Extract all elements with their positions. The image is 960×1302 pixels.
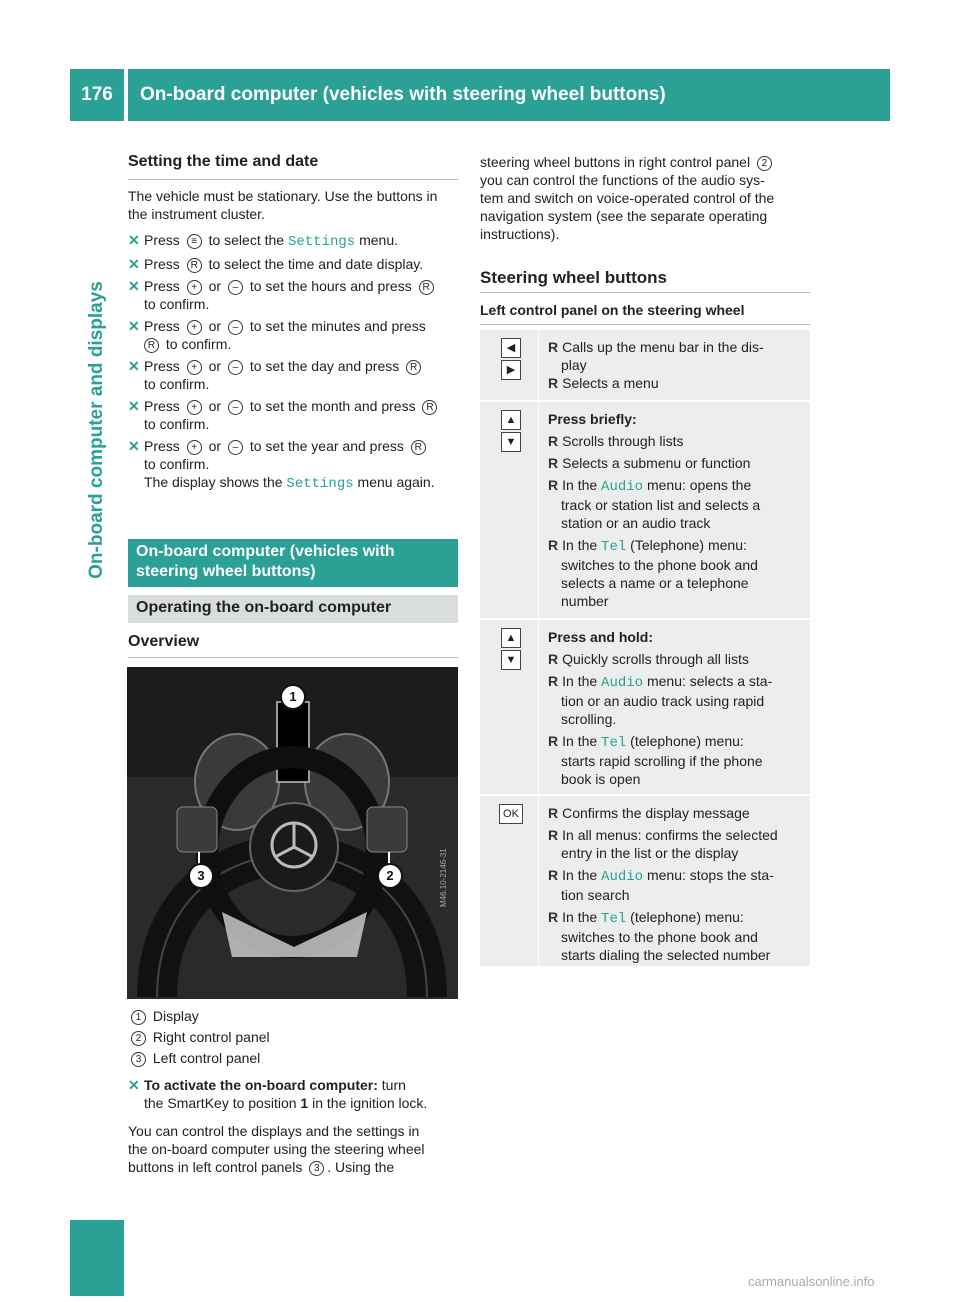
reset-button-icon: R [411, 440, 426, 455]
minus-button-icon: – [228, 440, 243, 455]
legend-item: 3 Left control panel [128, 1049, 460, 1067]
arrow-icon: ✕ [128, 318, 140, 334]
divider [128, 179, 458, 180]
arrow-icon: ✕ [128, 358, 140, 374]
side-color-block [70, 1220, 124, 1296]
continued-paragraph: steering wheel buttons in right control panel 2 you can control the functions of the audio sys- tem and switch on voice-operated control of the navigation system (see the separate operating instructions). [480, 154, 775, 242]
up-arrow-icon: ▲ [501, 628, 521, 648]
table-row: OK R Confirms the display message R In all menus: confirms the selected entry in the list or the display R In the Audio menu: stops the sta- tion search R In the Tel (telephone) menu: switches to the phone book and starts dialing the selected number [480, 796, 810, 966]
section-heading-onboard: On-board computer (vehicles with steering wheel buttons) [128, 539, 458, 587]
steps-list [128, 231, 464, 493]
minus-button-icon: – [228, 280, 243, 295]
legend-item: 1 Display [128, 1007, 460, 1025]
menu-button-icon: ≡ [187, 234, 202, 249]
activate-instruction: ✕ To activate the on-board computer: turn the SmartKey to position 1 in the ignition lock. [128, 1077, 428, 1111]
callout-2: 2 [377, 863, 403, 889]
minus-button-icon: – [228, 320, 243, 335]
reset-button-icon: R [422, 400, 437, 415]
section-heading-operating: Operating the on-board computer [128, 595, 458, 623]
left-arrow-icon: ◀ [501, 338, 521, 358]
arrow-icon: ✕ [128, 278, 140, 294]
step-1: ✕ Press ≡ to select the Settings menu. [128, 232, 398, 250]
arrow-icon: ✕ [128, 438, 140, 454]
down-arrow-icon: ▼ [501, 650, 521, 670]
down-arrow-icon: ▼ [501, 432, 521, 452]
plus-button-icon: + [187, 440, 202, 455]
steering-wheel-image [127, 667, 458, 999]
arrow-icon: ✕ [128, 232, 140, 248]
arrow-icon: ✕ [128, 1077, 140, 1093]
step-6: ✕ Press + or – to set the month and press R to confirm. [128, 397, 464, 433]
plus-button-icon: + [187, 400, 202, 415]
arrow-icon: ✕ [128, 256, 140, 272]
legend-list [128, 1007, 460, 1067]
plus-button-icon: + [187, 320, 202, 335]
heading-steering-buttons: Steering wheel buttons [480, 268, 668, 287]
page-title: On-board computer (vehicles with steering wheel buttons) [128, 69, 890, 121]
step-3: ✕ Press + or – to set the hours and press R to confirm. [128, 277, 464, 313]
section-side-label: On-board computer and displays [86, 281, 107, 579]
table-row: ▲ ▼ Press and hold: R Quickly scrolls through all lists R In the Audio menu: selects a sta- tion or an audio track using rapid scrolling. R In the Tel (telephone) menu: starts rapid scrolling if the phone book is open [480, 620, 810, 794]
plus-button-icon: + [187, 280, 202, 295]
steering-wheel-illustration [127, 667, 458, 999]
reset-button-icon: R [406, 360, 421, 375]
footer-watermark: carmanualsonline.info [748, 1274, 875, 1289]
step-4: ✕ Press + or – to set the minutes and press R to confirm. [128, 318, 426, 352]
page-number: 176 [70, 69, 124, 121]
callout-3: 3 [188, 863, 214, 889]
image-code: M46.10-2146-31 [439, 848, 448, 907]
reset-button-icon: R [187, 258, 202, 273]
legend-item: 2 Right control panel [128, 1028, 460, 1046]
arrow-icon: ✕ [128, 398, 140, 414]
right-arrow-icon: ▶ [501, 360, 521, 380]
plus-button-icon: + [187, 360, 202, 375]
heading-overview: Overview [128, 633, 200, 650]
minus-button-icon: – [228, 360, 243, 375]
step-7: ✕ Press + or – to set the year and press R to confirm. The display shows the Settings menu again. [128, 438, 435, 492]
divider [480, 292, 810, 293]
up-arrow-icon: ▲ [501, 410, 521, 430]
divider [128, 657, 458, 658]
table-row: ▲ ▼ Press briefly: R Scrolls through lists R Selects a submenu or function R In the Audio menu: opens the track or station list and selects a station or an audio track R In the Tel (Telephone) menu: switches to the phone book and selects a name or a telephone number [480, 402, 810, 618]
table-row: ◀ ▶ R Calls up the menu bar in the dis- play R Selects a menu [480, 330, 810, 400]
reset-button-icon: R [419, 280, 434, 295]
callout-1: 1 [280, 684, 306, 710]
step-2: ✕ Press R to select the time and date display. [128, 256, 424, 272]
subheading-left-panel: Left control panel on the steering wheel [480, 302, 745, 318]
heading-time-date: Setting the time and date [128, 153, 319, 170]
reset-button-icon: R [144, 338, 159, 353]
minus-button-icon: – [228, 400, 243, 415]
intro-text: The vehicle must be stationary. Use the buttons in the instrument cluster. [128, 188, 438, 222]
ok-button-icon: OK [499, 804, 523, 824]
step-5: ✕ Press + or – to set the day and press R to confirm. [128, 357, 464, 393]
divider [480, 324, 810, 325]
control-paragraph: You can control the displays and the settings in the on-board computer using the steering wheel buttons in left control panels 3 . Using the [128, 1123, 425, 1175]
